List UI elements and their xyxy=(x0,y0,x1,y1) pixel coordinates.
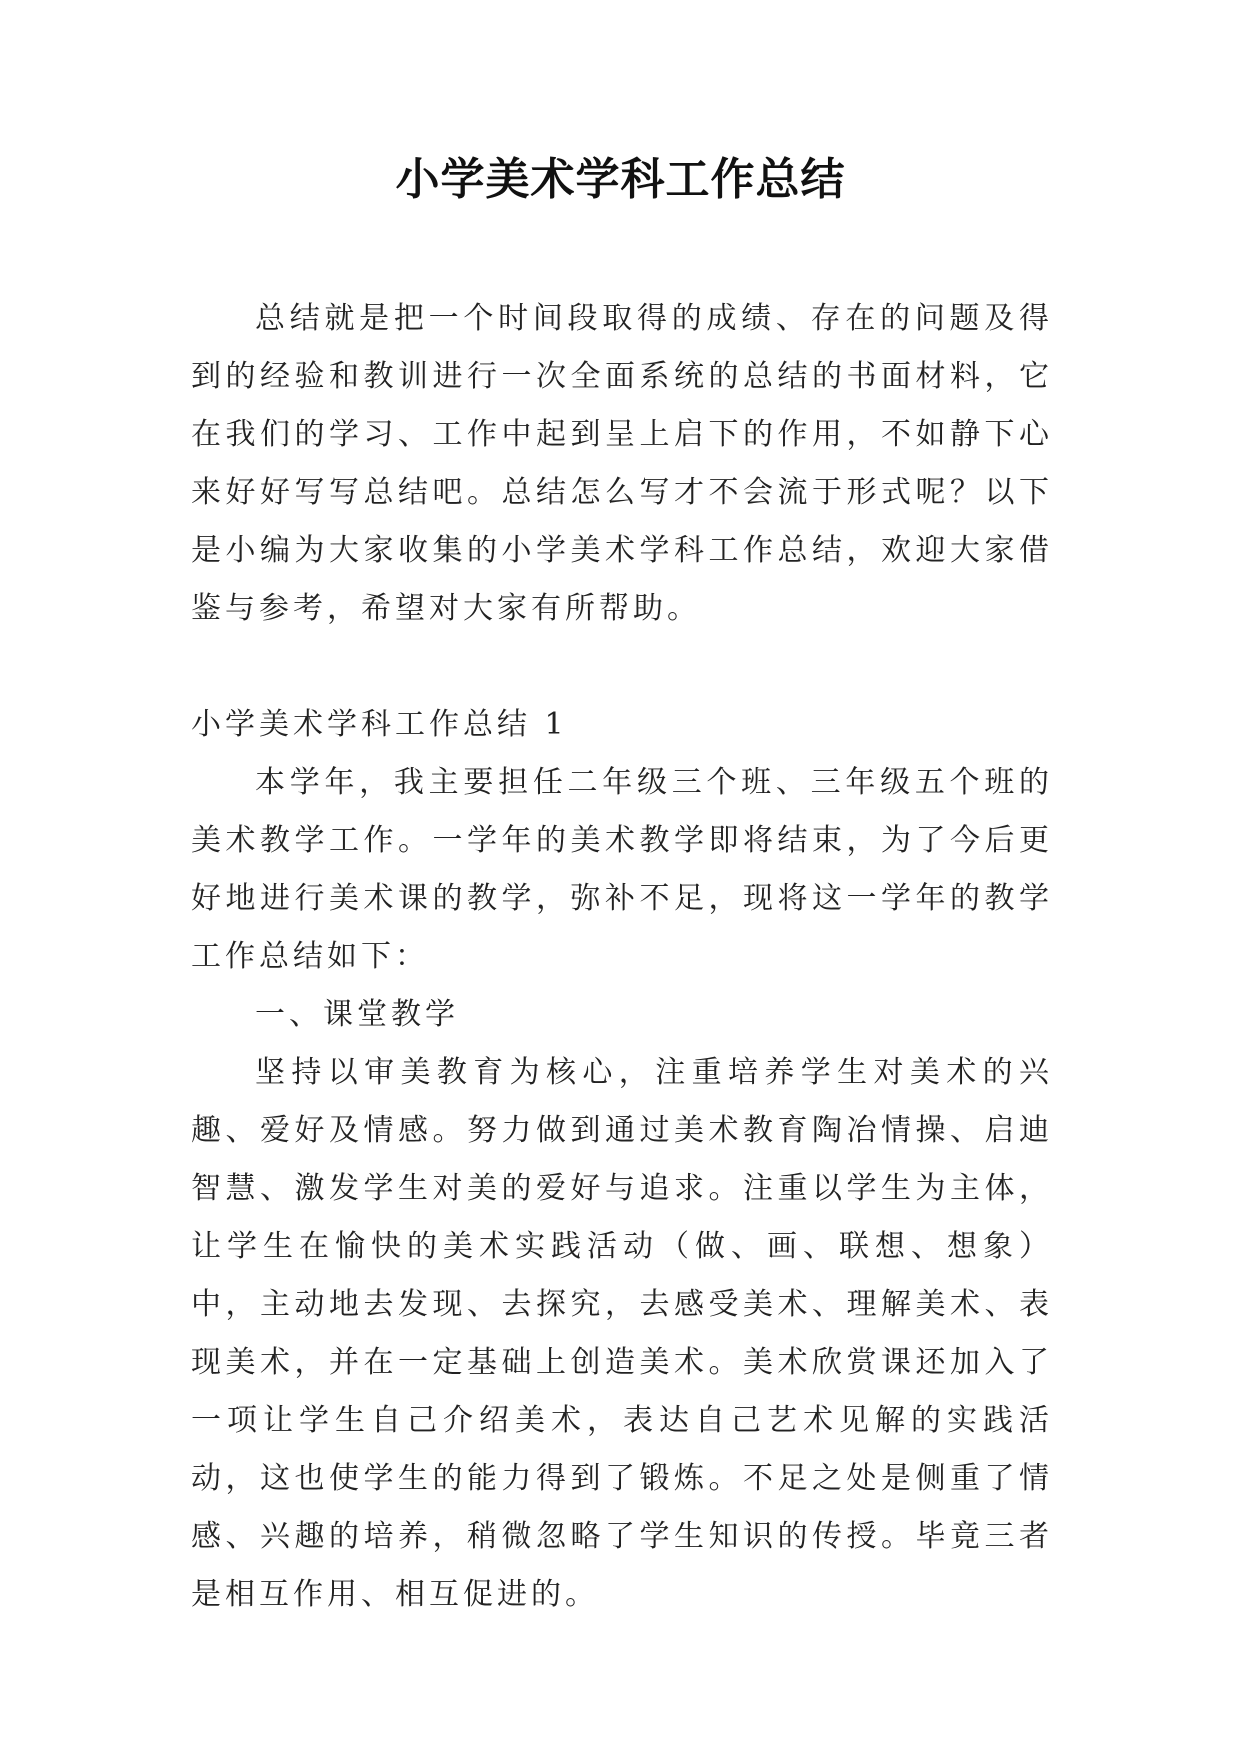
subheading-classroom-teaching: 一、课堂教学 xyxy=(255,997,459,1032)
intro-paragraph: 总结就是把一个时间段取得的成绩、存在的问题及得到的经验和教训进行一次全面系统的总结的书面材料，它在我们的学习、工作中起到呈上启下的作用，不如静下心来好好写写总结吧。总结怎么写才不会流于形式呢？以下是小编为大家收集的小学美术学科工作总结，欢迎大家借鉴与参考，希望对大家有所帮助。 xyxy=(191,301,1053,626)
paragraph-spacer xyxy=(191,638,1053,696)
section-heading: 小学美术学科工作总结 1 xyxy=(191,707,568,742)
document-title: 小学美术学科工作总结 xyxy=(395,154,846,205)
document-body xyxy=(191,290,1053,1624)
body-paragraph-1: 本学年，我主要担任二年级三个班、三年级五个班的美术教学工作。一学年的美术教学即将结束，为了今后更好地进行美术课的教学，弥补不足，现将这一学年的教学工作总结如下： xyxy=(191,765,1053,974)
body-paragraph-2: 坚持以审美教育为核心，注重培养学生对美术的兴趣、爱好及情感。努力做到通过美术教育陶冶情操、启迪智慧、激发学生对美的爱好与追求。注重以学生为主体，让学生在愉快的美术实践活动（做、画、联想、想象）中，主动地去发现、去探究，去感受美术、理解美术、表现美术，并在一定基础上创造美术。美术欣赏课还加入了一项让学生自己介绍美术，表达自己艺术见解的实践活动，这也使学生的能力得到了锻炼。不足之处是侧重了情感、兴趣的培养，稍微忽略了学生知识的传授。毕竟三者是相互作用、相互促进的。 xyxy=(191,1055,1053,1612)
